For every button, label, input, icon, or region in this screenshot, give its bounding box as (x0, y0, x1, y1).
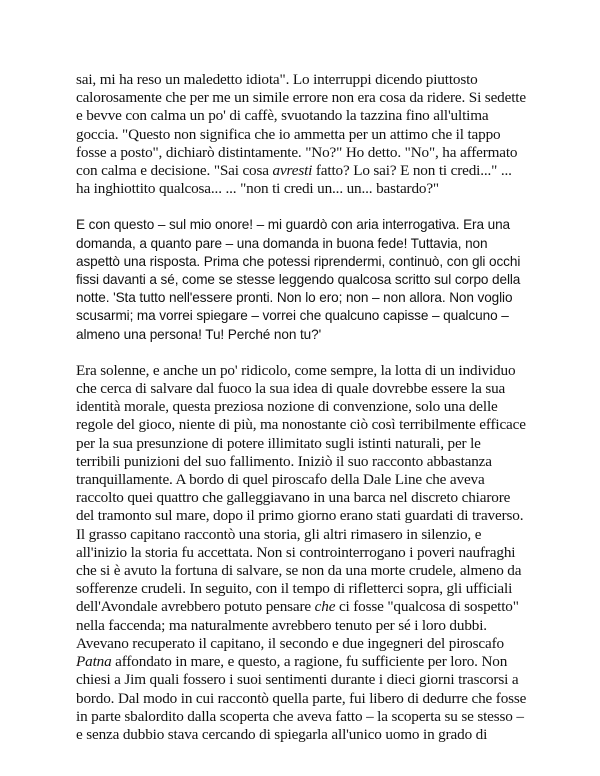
text-line (76, 307, 528, 325)
text-segment: ha inghiottito qualcosa... ... "non ti credi un... un... bastardo?" (76, 180, 439, 198)
text-segment: chiesi a Jim quali fossero i suoi sentimenti durante i dieci giorni trascorsi a (76, 671, 519, 689)
text-line (76, 107, 528, 125)
text-line (76, 489, 528, 507)
text-segment: identità morale, questa preziosa nozione di convenzione, solo una delle (76, 398, 498, 416)
text-segment: calorosamente che per me un simile errore non era cosa da ridere. Si sedette (76, 89, 526, 107)
text-segment: per la sua presunzione di potere illimitato sugli istinti naturali, per le (76, 434, 481, 452)
text-line (76, 453, 528, 471)
text-segment: raccolto quei quattro che galleggiavano in una barca nel discreto chiarore (76, 489, 511, 507)
text-line (76, 289, 528, 307)
text-segment: all'inizio la storia fu accettata. Non si controinterrogano i poveri naufraghi (76, 543, 516, 561)
text-line (76, 253, 528, 271)
text-line (76, 71, 528, 89)
text-line (76, 180, 528, 198)
text-segment: ci fosse "qualcosa di sospetto" (335, 598, 519, 616)
text-segment: terribili punizioni del suo fallimento. Iniziò il suo racconto abbastanza (76, 452, 492, 470)
text-segment: affondato in mare, e questo, a ragione, fu sufficiente per loro. Non (111, 653, 508, 671)
paragraph-2 (76, 216, 528, 343)
text-line (76, 708, 528, 726)
italic-text: avresti (272, 162, 313, 180)
text-line (76, 235, 528, 253)
text-line (76, 598, 528, 616)
text-segment: fosse a posto", dichiarò distintamente. "No?" Ho detto. "No", ha affermato (76, 143, 518, 161)
text-line (76, 380, 528, 398)
text-segment: con calma e decisione. "Sai cosa (76, 162, 273, 180)
text-line (76, 126, 528, 144)
text-line (76, 144, 528, 162)
text-segment: del tramonto sul mare, dopo il primo giorno erano stati guardati di traverso. (76, 507, 524, 525)
text-line (76, 435, 528, 453)
text-line (76, 562, 528, 580)
text-segment: fatto? Lo sai? E non ti credi..." ... (312, 162, 512, 180)
text-line (76, 671, 528, 689)
text-line (76, 617, 528, 635)
text-line (76, 653, 528, 671)
text-segment: goccia. "Questo non significa che io ammetta per un attimo che il tappo (76, 125, 501, 143)
text-line (76, 580, 528, 598)
text-segment: notte. 'Sta tutto nell'essere pronti. Non lo ero; non – non allora. Non voglio (76, 290, 513, 306)
italic-text: che (314, 598, 336, 616)
text-segment: aspettò una risposta. Prima che potessi riprendermi, continuò, con gli occhi (76, 253, 521, 269)
text-line (76, 362, 528, 380)
text-segment: E con questo – sul mio onore! – mi guardò con aria interrogativa. Era una (76, 217, 510, 233)
text-segment: in parte sbalordito dalla scoperta che aveva fatto – la scoperta su se stesso – (76, 707, 524, 725)
text-line (76, 398, 528, 416)
text-segment: che si è avuto la fortuna di salvare, se non da una morte crudele, almeno da (76, 562, 522, 580)
text-segment: bordo. Dal modo in cui raccontò quella parte, fui libero di dedurre che fosse (76, 689, 527, 707)
text-segment: domanda, a quanto pare – una domanda in buona fede! Tuttavia, non (76, 235, 488, 251)
text-segment: regole del gioco, niente di più, ma nonostante ciò così terribilmente efficace (76, 416, 526, 434)
text-segment: dell'Avondale avrebbero potuto pensare (76, 598, 315, 616)
text-segment: tranquillamente. A bordo di quel piroscafo della Dale Line che aveva (76, 471, 485, 489)
text-segment: e bevve con calma un po' di caffè, svuotando la tazzina fino all'ultima (76, 107, 489, 125)
document-page (76, 71, 528, 764)
text-segment: Era solenne, e anche un po' ridicolo, come sempre, la lotta di un individuo (76, 361, 516, 379)
text-line (76, 271, 528, 289)
text-segment: almeno una persona! Tu! Perché non tu?' (76, 326, 322, 342)
text-line (76, 89, 528, 107)
italic-text: Patna (76, 653, 112, 671)
document-body (76, 71, 528, 744)
text-line (76, 326, 528, 344)
text-line (76, 690, 528, 708)
text-segment: Il grasso capitano raccontò una storia, gli altri rimasero in silenzio, e (76, 525, 482, 543)
text-line (76, 544, 528, 562)
text-line (76, 216, 528, 234)
text-line (76, 635, 528, 653)
paragraph-1 (76, 71, 528, 198)
text-line (76, 162, 528, 180)
paragraph-3 (76, 362, 528, 744)
text-segment: che cerca di salvare dal fuoco la sua idea di quale dovrebbe essere la sua (76, 380, 506, 398)
text-line (76, 416, 528, 434)
text-segment: e senza dubbio stava cercando di spiegarla all'unico uomo in grado di (76, 725, 488, 743)
text-line (76, 471, 528, 489)
text-line (76, 526, 528, 544)
text-segment: fissi davanti a sé, come se stesse leggendo qualcosa scritto sul corpo della (76, 272, 521, 288)
text-segment: sofferenze crudeli. In seguito, con il tempo di rifletterci sopra, gli ufficiali (76, 580, 513, 598)
text-line (76, 507, 528, 525)
text-segment: Avevano recuperato il capitano, il secondo e due ingegneri del piroscafo (76, 634, 504, 652)
text-segment: scusarmi; ma vorrei spiegare – vorrei che qualcuno capisse – qualcuno – (76, 308, 509, 324)
text-line (76, 726, 528, 744)
text-segment: sai, mi ha reso un maledetto idiota". Lo interruppi dicendo piuttosto (76, 71, 478, 88)
text-segment: nella faccenda; ma naturalmente avrebbero tenuto per sé i loro dubbi. (76, 616, 487, 634)
